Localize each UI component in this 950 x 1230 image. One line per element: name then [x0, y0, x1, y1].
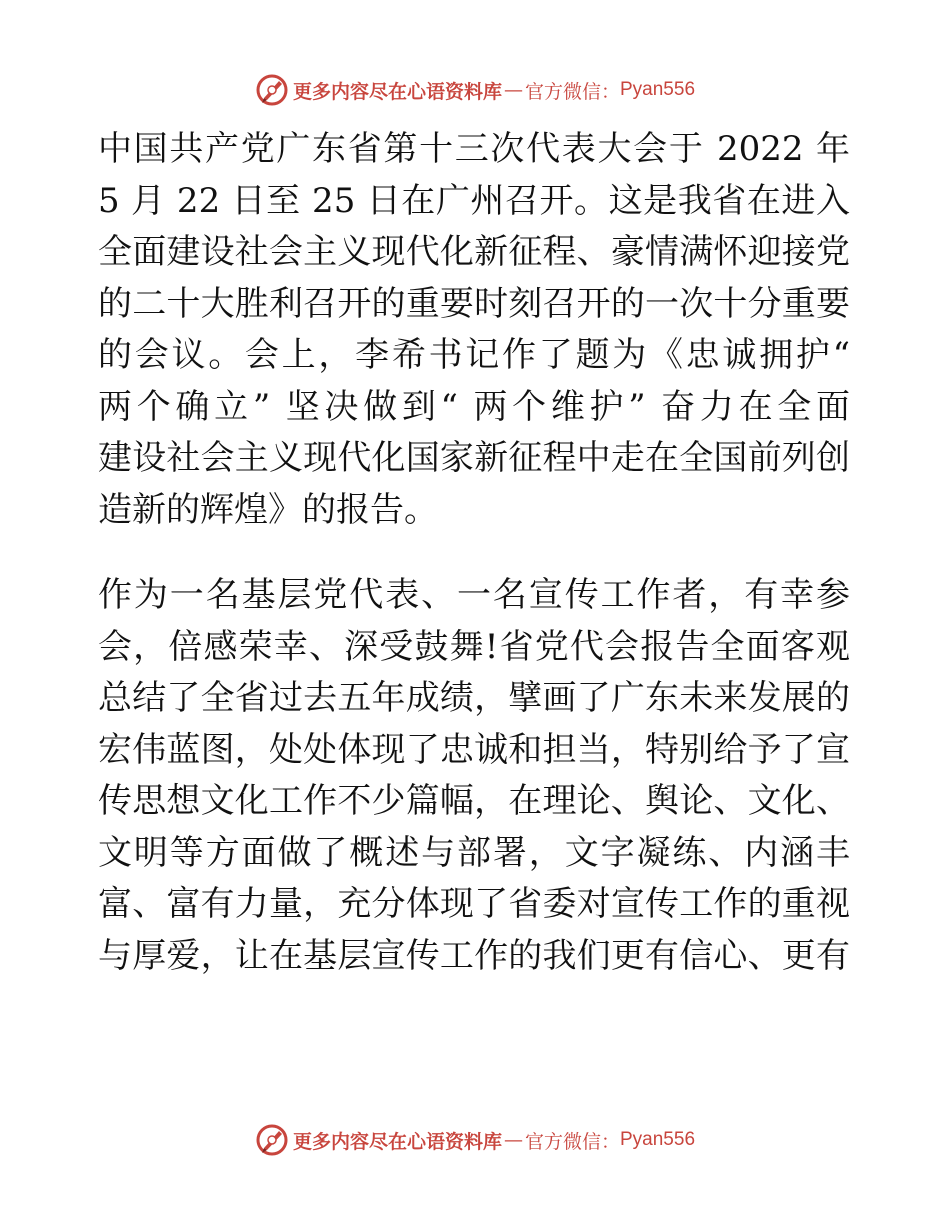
footer-promo-text: 更多内容尽在心语资料库 [292, 1130, 502, 1153]
text-line: 文明等方面做了概述与部署，文字凝练、内涵丰 [98, 832, 850, 873]
text-line: 两个确立” 坚决做到“ 两个维护” 奋力在全面 [98, 386, 850, 427]
text-line: 作为一名基层党代表、一名宣传工作者，有幸参 [98, 575, 850, 615]
text-line: 会，倍感荣幸、深受鼓舞!省党代会报告全面客观 [98, 626, 850, 667]
footer-wechat-id: Pyan556 [620, 1129, 696, 1150]
text-line: 传思想文化工作不少篇幅，在理论、舆论、文化、 [98, 781, 850, 821]
pen-logo-icon [255, 73, 289, 107]
text-line: 总结了全省过去五年成绩，擘画了广东未来发展的 [98, 678, 850, 718]
header-wechat-id: Pyan556 [620, 79, 696, 100]
text-line: 富、富有力量，充分体现了省委对宣传工作的重视 [98, 884, 850, 924]
header-wechat-label: 官方微信： [524, 80, 620, 103]
pen-logo-icon [255, 1123, 289, 1157]
text-line: 全面建设社会主义现代化新征程、豪情满怀迎接党 [98, 232, 850, 272]
text-line: 造新的辉煌》的报告。 [98, 489, 438, 530]
text-line: 建设社会主义现代化国家新征程中走在全国前列创 [98, 438, 850, 478]
text-line: 宏伟蓝图，处处体现了忠诚和担当，特别给予了宣 [98, 729, 850, 770]
footer-separator: — [503, 1129, 523, 1151]
text-line: 与厚爱，让在基层宣传工作的我们更有信心、更有 [98, 935, 850, 976]
paragraph-1 [98, 124, 850, 536]
header-promo-text: 更多内容尽在心语资料库 [292, 80, 502, 103]
footer-wechat-label: 官方微信： [524, 1130, 620, 1153]
footer-banner [0, 1122, 950, 1158]
document-body [98, 124, 850, 982]
text-line: 5 月 22 日至 25 日在广州召开。这是我省在进入 [98, 180, 850, 221]
text-line: 中国共产党广东省第十三次代表大会于 2022 年 [98, 129, 850, 169]
text-line: 的二十大胜利召开的重要时刻召开的一次十分重要 [98, 283, 850, 324]
paragraph-2 [98, 570, 850, 982]
header-separator: — [503, 79, 523, 101]
header-banner [0, 72, 950, 108]
text-line: 的会议。会上，李希书记作了题为《忠诚拥护“ [98, 335, 850, 375]
